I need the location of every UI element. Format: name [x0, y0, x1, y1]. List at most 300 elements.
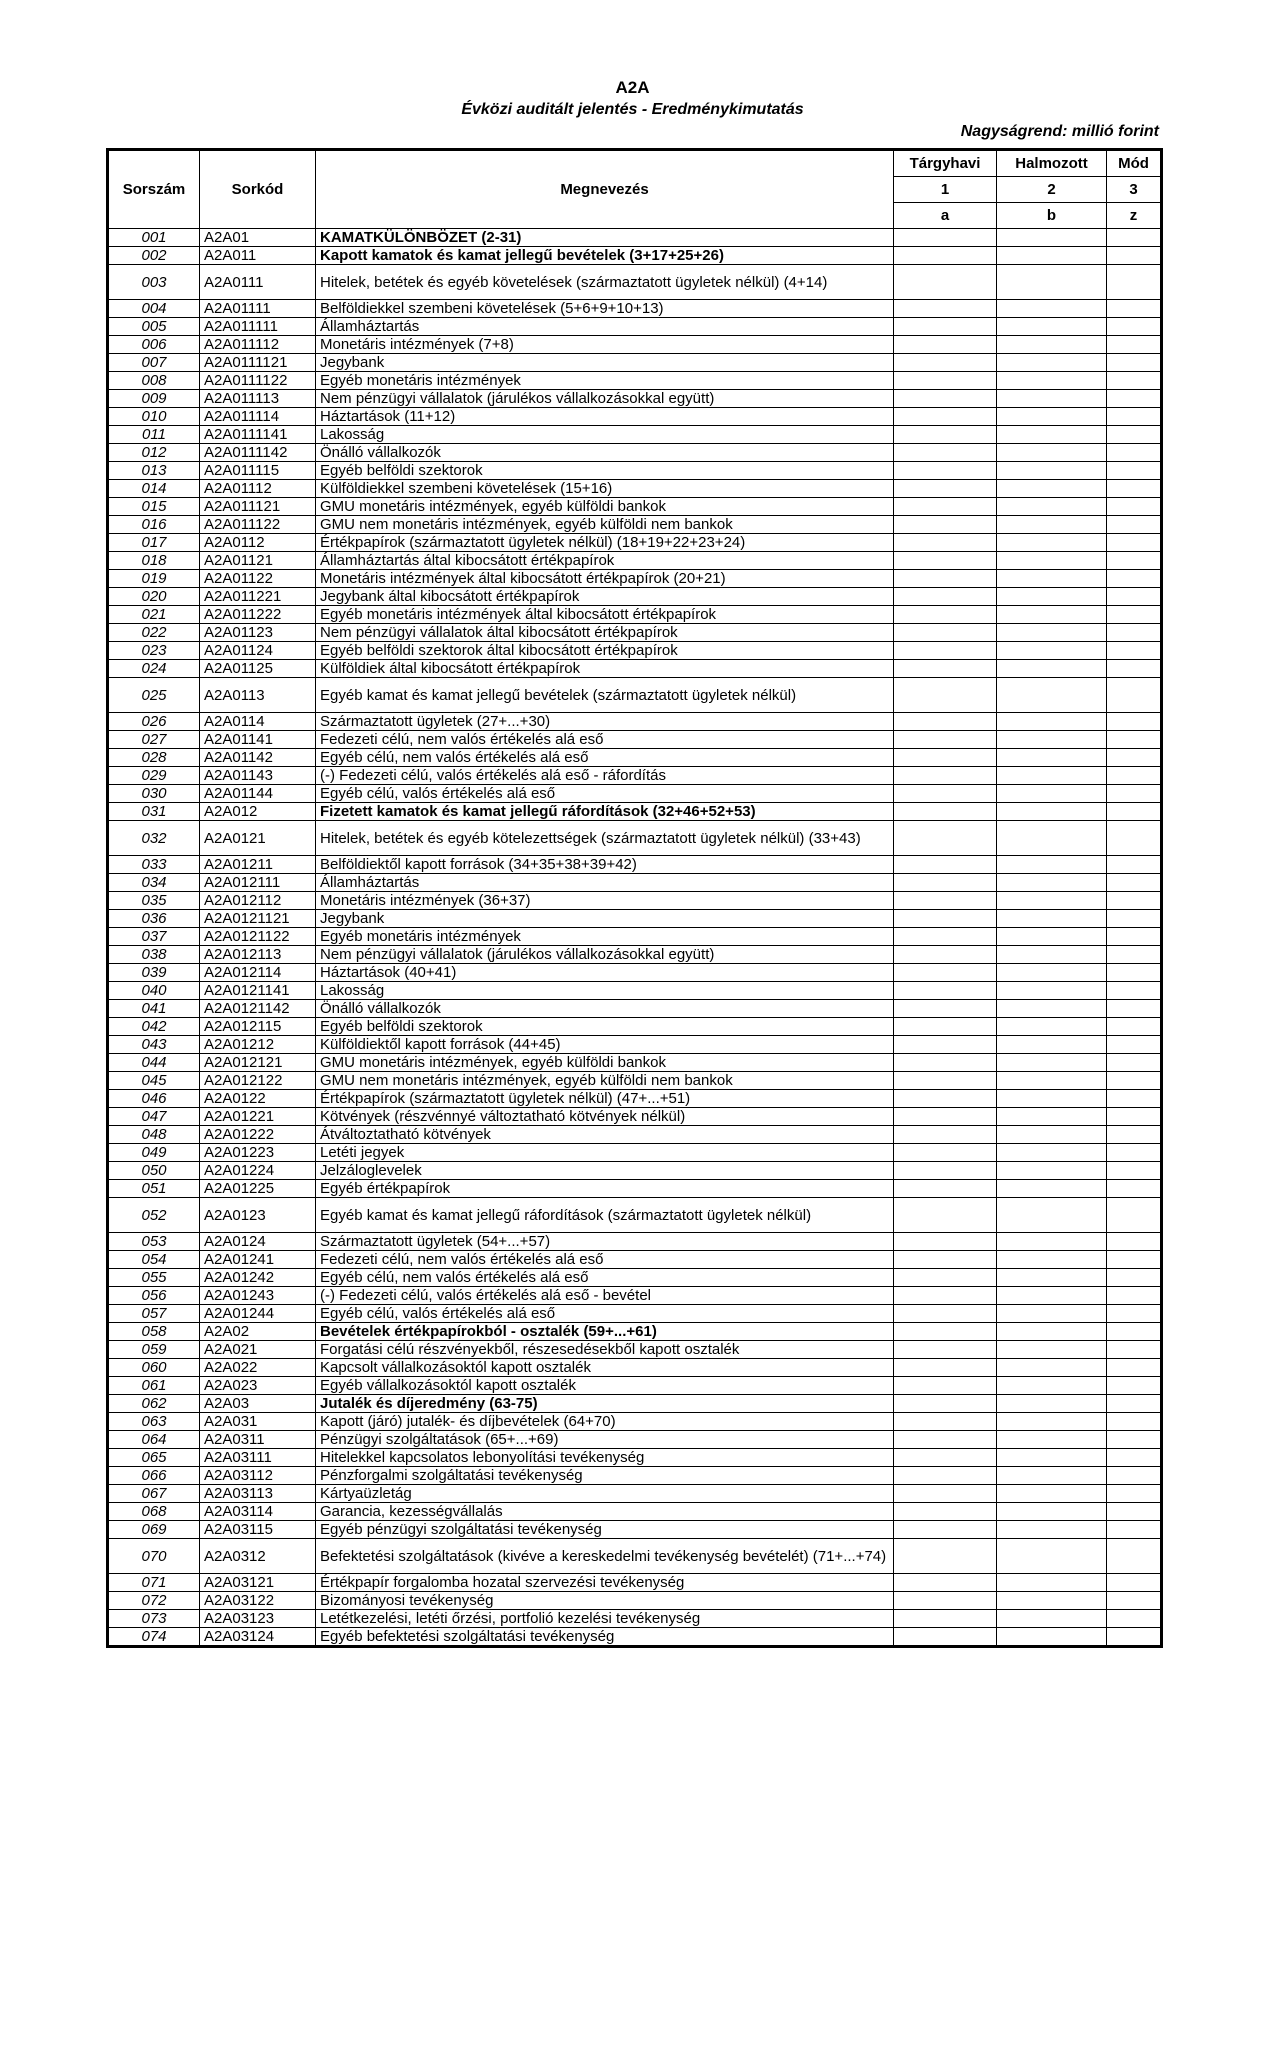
row-code: A2A01121 — [200, 552, 316, 570]
row-description: Monetáris intézmények által kibocsátott értékpapírok (20+21) — [316, 570, 894, 588]
value-cell-halmozott — [997, 856, 1107, 874]
value-cell-targyhavi — [894, 1018, 997, 1036]
value-cell-halmozott — [997, 874, 1107, 892]
value-cell-halmozott — [997, 1305, 1107, 1323]
value-cell-halmozott — [997, 964, 1107, 982]
row-number: 068 — [108, 1503, 200, 1521]
row-number: 060 — [108, 1359, 200, 1377]
value-cell-halmozott — [997, 1180, 1107, 1198]
row-code: A2A01125 — [200, 660, 316, 678]
value-cell-mod — [1107, 1449, 1162, 1467]
table-row — [108, 1413, 1162, 1431]
row-code: A2A03114 — [200, 1503, 316, 1521]
value-cell-halmozott — [997, 821, 1107, 856]
table-row — [108, 1341, 1162, 1359]
value-cell-halmozott — [997, 426, 1107, 444]
row-description: Egyéb értékpapírok — [316, 1180, 894, 1198]
row-code: A2A012115 — [200, 1018, 316, 1036]
row-description: Származtatott ügyletek (54+...+57) — [316, 1233, 894, 1251]
header-sorkod: Sorkód — [200, 150, 316, 229]
value-cell-mod — [1107, 1251, 1162, 1269]
row-code: A2A0124 — [200, 1233, 316, 1251]
row-code: A2A01143 — [200, 767, 316, 785]
value-cell-mod — [1107, 856, 1162, 874]
table-row — [108, 874, 1162, 892]
value-cell-targyhavi — [894, 480, 997, 498]
value-cell-mod — [1107, 534, 1162, 552]
table-row — [108, 892, 1162, 910]
row-code: A2A0121122 — [200, 928, 316, 946]
value-cell-targyhavi — [894, 534, 997, 552]
row-number: 015 — [108, 498, 200, 516]
row-code: A2A01222 — [200, 1126, 316, 1144]
value-cell-halmozott — [997, 1018, 1107, 1036]
value-cell-targyhavi — [894, 1323, 997, 1341]
value-cell-halmozott — [997, 247, 1107, 265]
row-description: Egyéb kamat és kamat jellegű ráfordítások (származtatott ügyletek nélkül) — [316, 1198, 894, 1233]
value-cell-halmozott — [997, 480, 1107, 498]
value-cell-halmozott — [997, 1054, 1107, 1072]
row-description: GMU nem monetáris intézmények, egyéb külföldi nem bankok — [316, 516, 894, 534]
value-cell-mod — [1107, 1018, 1162, 1036]
value-cell-halmozott — [997, 1377, 1107, 1395]
row-description: Jegybank — [316, 910, 894, 928]
value-cell-mod — [1107, 1341, 1162, 1359]
row-number: 032 — [108, 821, 200, 856]
row-number: 066 — [108, 1467, 200, 1485]
row-number: 016 — [108, 516, 200, 534]
row-description: Egyéb monetáris intézmények — [316, 928, 894, 946]
value-cell-halmozott — [997, 229, 1107, 247]
value-cell-targyhavi — [894, 1431, 997, 1449]
value-cell-targyhavi — [894, 767, 997, 785]
row-code: A2A031 — [200, 1413, 316, 1431]
row-number: 008 — [108, 372, 200, 390]
value-cell-targyhavi — [894, 1377, 997, 1395]
table-row — [108, 1592, 1162, 1610]
row-code: A2A0111121 — [200, 354, 316, 372]
value-cell-mod — [1107, 1431, 1162, 1449]
value-cell-halmozott — [997, 1467, 1107, 1485]
row-description: Letéti jegyek — [316, 1144, 894, 1162]
row-number: 043 — [108, 1036, 200, 1054]
row-code: A2A02 — [200, 1323, 316, 1341]
row-code: A2A012122 — [200, 1072, 316, 1090]
row-code: A2A01224 — [200, 1162, 316, 1180]
value-cell-mod — [1107, 1521, 1162, 1539]
table-row — [108, 588, 1162, 606]
value-cell-halmozott — [997, 767, 1107, 785]
row-number: 042 — [108, 1018, 200, 1036]
value-cell-mod — [1107, 1359, 1162, 1377]
row-code: A2A0111141 — [200, 426, 316, 444]
row-number: 062 — [108, 1395, 200, 1413]
row-code: A2A0121 — [200, 821, 316, 856]
row-code: A2A021 — [200, 1341, 316, 1359]
value-cell-mod — [1107, 982, 1162, 1000]
value-cell-mod — [1107, 570, 1162, 588]
value-cell-targyhavi — [894, 300, 997, 318]
value-cell-halmozott — [997, 1072, 1107, 1090]
row-description: Egyéb befektetési szolgáltatási tevékenység — [316, 1628, 894, 1647]
row-code: A2A01122 — [200, 570, 316, 588]
value-cell-targyhavi — [894, 1054, 997, 1072]
table-row — [108, 300, 1162, 318]
row-description: Pénzforgalmi szolgáltatási tevékenység — [316, 1467, 894, 1485]
row-number: 009 — [108, 390, 200, 408]
value-cell-targyhavi — [894, 1341, 997, 1359]
table-row — [108, 1287, 1162, 1305]
row-number: 028 — [108, 749, 200, 767]
table-row — [108, 1144, 1162, 1162]
table-row — [108, 910, 1162, 928]
table-row — [108, 678, 1162, 713]
table-row — [108, 1539, 1162, 1574]
row-code: A2A03111 — [200, 1449, 316, 1467]
value-cell-mod — [1107, 300, 1162, 318]
row-description: Átváltoztatható kötvények — [316, 1126, 894, 1144]
value-cell-halmozott — [997, 1287, 1107, 1305]
row-description: Letétkezelési, letéti őrzési, portfolió kezelési tevékenység — [316, 1610, 894, 1628]
value-cell-halmozott — [997, 372, 1107, 390]
row-number: 021 — [108, 606, 200, 624]
row-code: A2A011121 — [200, 498, 316, 516]
row-description: Külföldiektől kapott források (44+45) — [316, 1036, 894, 1054]
value-cell-halmozott — [997, 678, 1107, 713]
row-code: A2A0121121 — [200, 910, 316, 928]
row-code: A2A01212 — [200, 1036, 316, 1054]
value-cell-mod — [1107, 642, 1162, 660]
table-row — [108, 1521, 1162, 1539]
row-description: Kártyaüzletág — [316, 1485, 894, 1503]
value-cell-halmozott — [997, 785, 1107, 803]
row-description: Egyéb célú, valós értékelés alá eső — [316, 1305, 894, 1323]
row-number: 074 — [108, 1628, 200, 1647]
table-row — [108, 1162, 1162, 1180]
value-cell-mod — [1107, 1628, 1162, 1647]
row-number: 034 — [108, 874, 200, 892]
table-row — [108, 803, 1162, 821]
row-description: Kapott kamatok és kamat jellegű bevételek (3+17+25+26) — [316, 247, 894, 265]
table-row — [108, 1323, 1162, 1341]
row-description: Egyéb célú, nem valós értékelés alá eső — [316, 1269, 894, 1287]
value-cell-halmozott — [997, 713, 1107, 731]
row-description: Egyéb pénzügyi szolgáltatási tevékenység — [316, 1521, 894, 1539]
row-description: Értékpapírok (származtatott ügyletek nélkül) (47+...+51) — [316, 1090, 894, 1108]
table-row — [108, 1431, 1162, 1449]
value-cell-targyhavi — [894, 1251, 997, 1269]
table-row — [108, 444, 1162, 462]
value-cell-halmozott — [997, 300, 1107, 318]
row-number: 045 — [108, 1072, 200, 1090]
value-cell-mod — [1107, 713, 1162, 731]
row-number: 065 — [108, 1449, 200, 1467]
value-cell-targyhavi — [894, 892, 997, 910]
value-cell-targyhavi — [894, 588, 997, 606]
value-cell-targyhavi — [894, 1395, 997, 1413]
row-description: Egyéb belföldi szektorok — [316, 462, 894, 480]
table-row — [108, 1467, 1162, 1485]
row-number: 058 — [108, 1323, 200, 1341]
row-code: A2A012121 — [200, 1054, 316, 1072]
table-row — [108, 1574, 1162, 1592]
row-number: 047 — [108, 1108, 200, 1126]
value-cell-halmozott — [997, 1090, 1107, 1108]
value-cell-targyhavi — [894, 229, 997, 247]
value-cell-halmozott — [997, 1036, 1107, 1054]
value-cell-mod — [1107, 336, 1162, 354]
value-cell-targyhavi — [894, 624, 997, 642]
table-row — [108, 1359, 1162, 1377]
row-code: A2A011113 — [200, 390, 316, 408]
value-cell-targyhavi — [894, 1090, 997, 1108]
value-cell-halmozott — [997, 408, 1107, 426]
row-number: 069 — [108, 1521, 200, 1539]
value-cell-halmozott — [997, 1251, 1107, 1269]
row-code: A2A012 — [200, 803, 316, 821]
value-cell-targyhavi — [894, 1628, 997, 1647]
row-number: 005 — [108, 318, 200, 336]
row-code: A2A0121141 — [200, 982, 316, 1000]
row-number: 063 — [108, 1413, 200, 1431]
value-cell-targyhavi — [894, 1126, 997, 1144]
row-code: A2A01112 — [200, 480, 316, 498]
table-row — [108, 660, 1162, 678]
row-code: A2A03122 — [200, 1592, 316, 1610]
value-cell-targyhavi — [894, 408, 997, 426]
row-number: 014 — [108, 480, 200, 498]
value-cell-halmozott — [997, 462, 1107, 480]
value-cell-mod — [1107, 1036, 1162, 1054]
row-description: Értékpapírok (származtatott ügyletek nélkül) (18+19+22+23+24) — [316, 534, 894, 552]
header-col-number: 1 — [894, 177, 997, 203]
value-cell-halmozott — [997, 318, 1107, 336]
table-row — [108, 856, 1162, 874]
value-cell-targyhavi — [894, 1539, 997, 1574]
header-halmozott: Halmozott — [997, 150, 1107, 177]
value-cell-halmozott — [997, 1341, 1107, 1359]
row-description: GMU monetáris intézmények, egyéb külföldi bankok — [316, 498, 894, 516]
table-row — [108, 426, 1162, 444]
value-cell-targyhavi — [894, 1610, 997, 1628]
table-row — [108, 713, 1162, 731]
row-number: 071 — [108, 1574, 200, 1592]
value-cell-mod — [1107, 1503, 1162, 1521]
value-cell-mod — [1107, 1144, 1162, 1162]
row-description: Kapcsolt vállalkozásoktól kapott osztalék — [316, 1359, 894, 1377]
row-description: Jegybank által kibocsátott értékpapírok — [316, 588, 894, 606]
value-cell-halmozott — [997, 265, 1107, 300]
row-number: 027 — [108, 731, 200, 749]
value-cell-targyhavi — [894, 946, 997, 964]
value-cell-halmozott — [997, 1108, 1107, 1126]
row-code: A2A03112 — [200, 1467, 316, 1485]
row-code: A2A01142 — [200, 749, 316, 767]
table-row — [108, 928, 1162, 946]
row-code: A2A011221 — [200, 588, 316, 606]
row-description: GMU monetáris intézmények, egyéb külföldi bankok — [316, 1054, 894, 1072]
value-cell-targyhavi — [894, 1036, 997, 1054]
value-cell-targyhavi — [894, 606, 997, 624]
row-description: Nem pénzügyi vállalatok (járulékos vállalkozásokkal együtt) — [316, 946, 894, 964]
value-cell-halmozott — [997, 910, 1107, 928]
row-number: 037 — [108, 928, 200, 946]
table-row — [108, 265, 1162, 300]
row-code: A2A03 — [200, 1395, 316, 1413]
row-number: 019 — [108, 570, 200, 588]
value-cell-mod — [1107, 928, 1162, 946]
value-cell-halmozott — [997, 749, 1107, 767]
row-number: 012 — [108, 444, 200, 462]
row-number: 050 — [108, 1162, 200, 1180]
row-code: A2A01111 — [200, 300, 316, 318]
value-cell-halmozott — [997, 1126, 1107, 1144]
value-cell-mod — [1107, 1180, 1162, 1198]
header-col-number: 2 — [997, 177, 1107, 203]
value-cell-mod — [1107, 767, 1162, 785]
value-cell-mod — [1107, 390, 1162, 408]
row-code: A2A03123 — [200, 1610, 316, 1628]
value-cell-targyhavi — [894, 1287, 997, 1305]
row-description: Befektetési szolgáltatások (kivéve a kereskedelmi tevékenység bevételét) (71+...+74) — [316, 1539, 894, 1574]
value-cell-halmozott — [997, 1485, 1107, 1503]
value-cell-mod — [1107, 749, 1162, 767]
value-cell-targyhavi — [894, 570, 997, 588]
value-cell-targyhavi — [894, 731, 997, 749]
value-cell-targyhavi — [894, 1413, 997, 1431]
value-cell-halmozott — [997, 1000, 1107, 1018]
row-number: 035 — [108, 892, 200, 910]
row-code: A2A01211 — [200, 856, 316, 874]
value-cell-targyhavi — [894, 910, 997, 928]
row-number: 038 — [108, 946, 200, 964]
row-number: 070 — [108, 1539, 200, 1574]
row-code: A2A011 — [200, 247, 316, 265]
value-cell-mod — [1107, 1126, 1162, 1144]
row-number: 036 — [108, 910, 200, 928]
value-cell-halmozott — [997, 570, 1107, 588]
value-cell-targyhavi — [894, 874, 997, 892]
row-description: Háztartások (40+41) — [316, 964, 894, 982]
row-description: Kötvények (részvénnyé változtatható kötvények nélkül) — [316, 1108, 894, 1126]
value-cell-mod — [1107, 1233, 1162, 1251]
table-row — [108, 1628, 1162, 1647]
row-number: 002 — [108, 247, 200, 265]
value-cell-mod — [1107, 910, 1162, 928]
value-cell-targyhavi — [894, 1180, 997, 1198]
value-cell-mod — [1107, 1413, 1162, 1431]
value-cell-targyhavi — [894, 516, 997, 534]
table-row — [108, 1503, 1162, 1521]
row-code: A2A0114 — [200, 713, 316, 731]
row-number: 024 — [108, 660, 200, 678]
row-code: A2A012112 — [200, 892, 316, 910]
value-cell-halmozott — [997, 1162, 1107, 1180]
value-cell-targyhavi — [894, 678, 997, 713]
row-code: A2A01221 — [200, 1108, 316, 1126]
value-cell-halmozott — [997, 552, 1107, 570]
row-number: 040 — [108, 982, 200, 1000]
row-number: 011 — [108, 426, 200, 444]
table-row — [108, 516, 1162, 534]
row-description: Egyéb monetáris intézmények által kibocsátott értékpapírok — [316, 606, 894, 624]
row-number: 004 — [108, 300, 200, 318]
row-number: 003 — [108, 265, 200, 300]
value-cell-targyhavi — [894, 642, 997, 660]
table-row — [108, 462, 1162, 480]
row-description: Fedezeti célú, nem valós értékelés alá eső — [316, 1251, 894, 1269]
header-col-letter: a — [894, 203, 997, 229]
row-number: 041 — [108, 1000, 200, 1018]
value-cell-mod — [1107, 426, 1162, 444]
value-cell-mod — [1107, 1610, 1162, 1628]
row-number: 025 — [108, 678, 200, 713]
table-row — [108, 552, 1162, 570]
value-cell-halmozott — [997, 498, 1107, 516]
row-description: Monetáris intézmények (36+37) — [316, 892, 894, 910]
row-description: Fedezeti célú, nem valós értékelés alá eső — [316, 731, 894, 749]
value-cell-mod — [1107, 1467, 1162, 1485]
row-description: Bevételek értékpapírokból - osztalék (59+...+61) — [316, 1323, 894, 1341]
row-description: Jelzáloglevelek — [316, 1162, 894, 1180]
value-cell-halmozott — [997, 982, 1107, 1000]
value-cell-halmozott — [997, 336, 1107, 354]
value-cell-targyhavi — [894, 1503, 997, 1521]
row-number: 044 — [108, 1054, 200, 1072]
value-cell-mod — [1107, 588, 1162, 606]
table-row — [108, 606, 1162, 624]
row-description: Hitelek, betétek és egyéb követelések (származtatott ügyletek nélkül) (4+14) — [316, 265, 894, 300]
value-cell-mod — [1107, 1539, 1162, 1574]
value-cell-mod — [1107, 1592, 1162, 1610]
value-cell-targyhavi — [894, 1108, 997, 1126]
table-row — [108, 390, 1162, 408]
table-row — [108, 408, 1162, 426]
value-cell-mod — [1107, 606, 1162, 624]
value-cell-mod — [1107, 1269, 1162, 1287]
value-cell-targyhavi — [894, 498, 997, 516]
row-number: 010 — [108, 408, 200, 426]
value-cell-targyhavi — [894, 660, 997, 678]
row-number: 073 — [108, 1610, 200, 1628]
row-description: Háztartások (11+12) — [316, 408, 894, 426]
row-number: 023 — [108, 642, 200, 660]
row-description: Belföldiektől kapott források (34+35+38+39+42) — [316, 856, 894, 874]
value-cell-targyhavi — [894, 1305, 997, 1323]
table-row — [108, 1054, 1162, 1072]
row-number: 052 — [108, 1198, 200, 1233]
table-row — [108, 1305, 1162, 1323]
value-cell-halmozott — [997, 1503, 1107, 1521]
table-row — [108, 1233, 1162, 1251]
row-code: A2A0122 — [200, 1090, 316, 1108]
row-description: Egyéb monetáris intézmények — [316, 372, 894, 390]
value-cell-targyhavi — [894, 336, 997, 354]
row-code: A2A03124 — [200, 1628, 316, 1647]
value-cell-mod — [1107, 1000, 1162, 1018]
row-number: 029 — [108, 767, 200, 785]
document-subtitle: Évközi auditált jelentés - Eredménykimutatás — [461, 101, 804, 118]
row-description: (-) Fedezeti célú, valós értékelés alá eső - ráfordítás — [316, 767, 894, 785]
row-code: A2A01242 — [200, 1269, 316, 1287]
value-cell-targyhavi — [894, 856, 997, 874]
value-cell-mod — [1107, 964, 1162, 982]
row-code: A2A012111 — [200, 874, 316, 892]
row-code: A2A011222 — [200, 606, 316, 624]
row-code: A2A01223 — [200, 1144, 316, 1162]
value-cell-halmozott — [997, 1198, 1107, 1233]
row-code: A2A023 — [200, 1377, 316, 1395]
